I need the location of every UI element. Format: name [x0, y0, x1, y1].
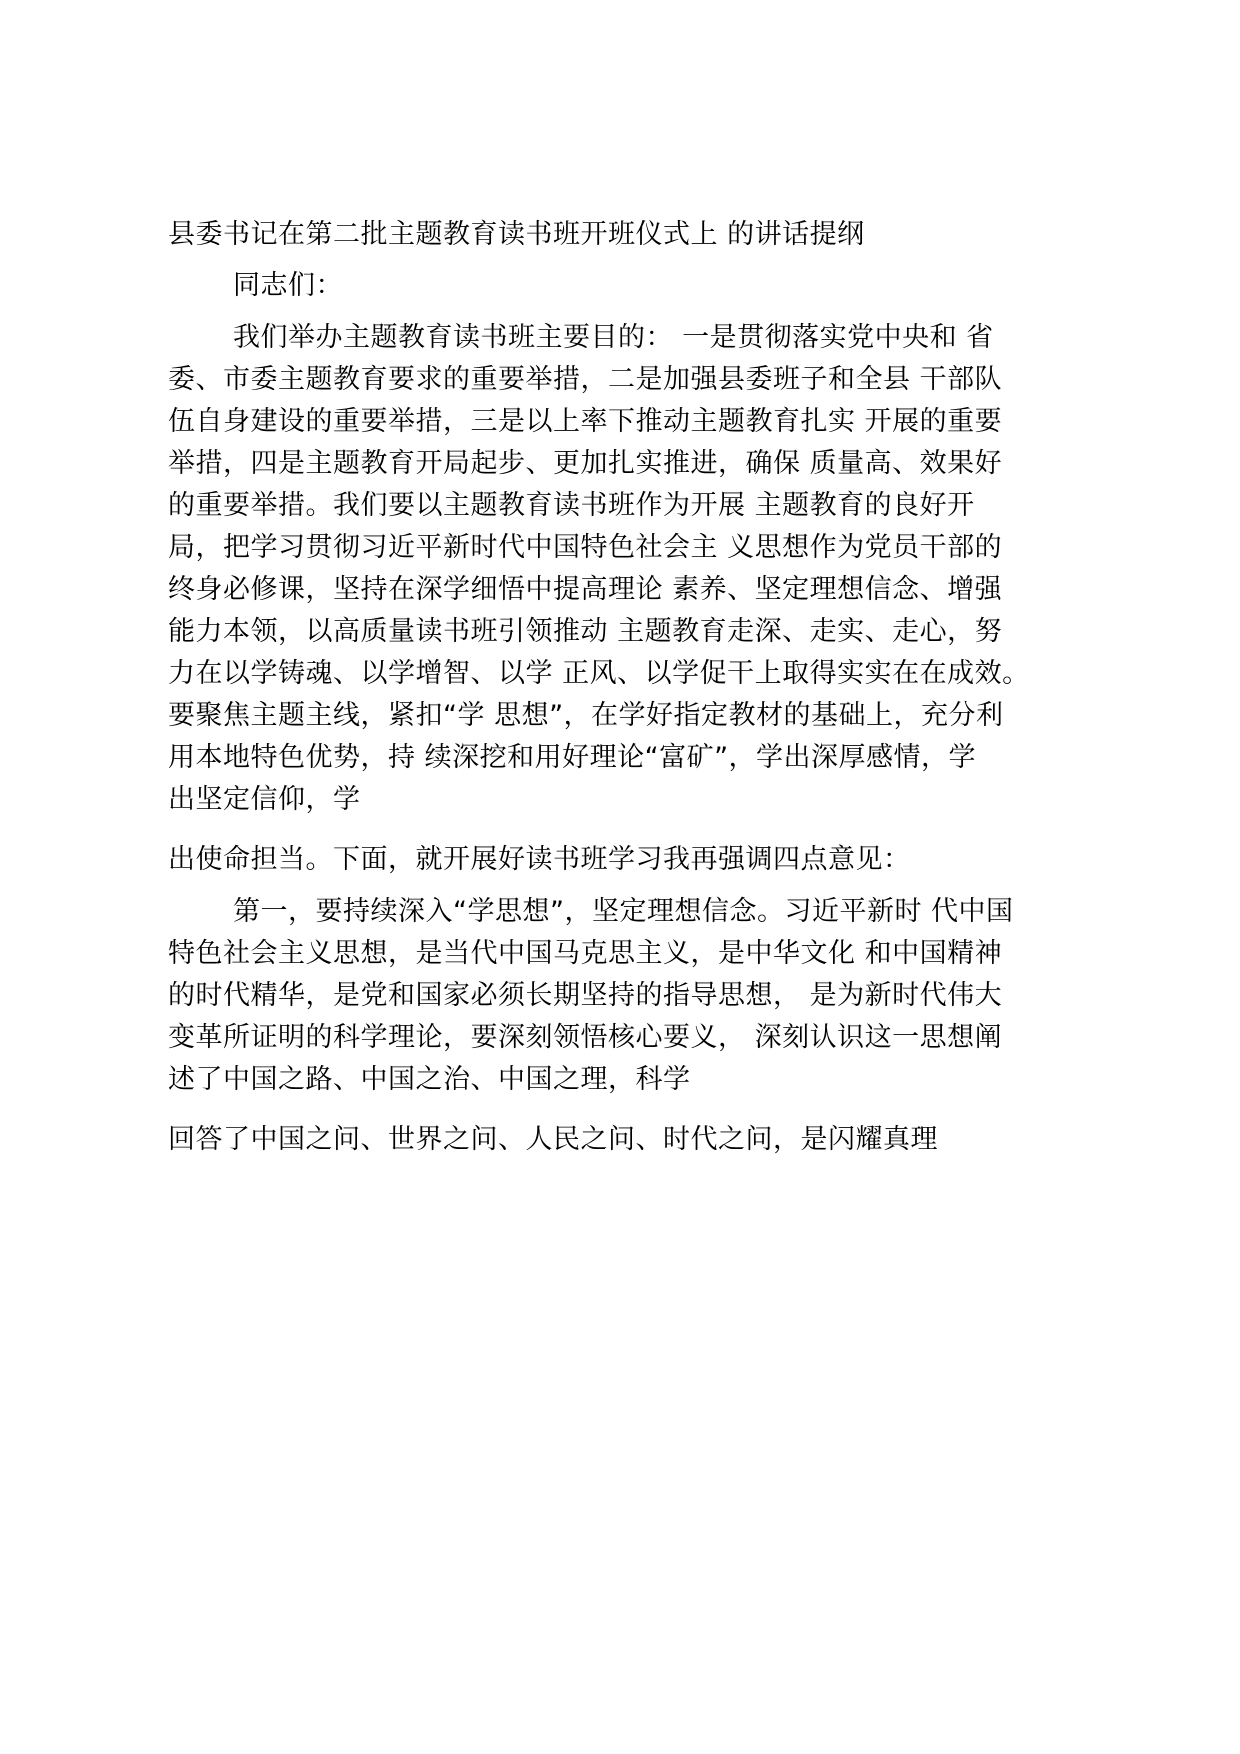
salutation: 同志们：	[233, 270, 343, 301]
paragraph-line: 述了中国之路、中国之治、中国之理，科学	[168, 1064, 691, 1095]
paragraph-line: 能力本领，以高质量读书班引领推动 主题教育走深、走实、走心，努	[168, 616, 1003, 647]
paragraph-line: 的时代精华，是党和国家必须长期坚持的指导思想， 是为新时代伟大	[168, 980, 1003, 1011]
paragraph-line: 特色社会主义思想，是当代中国马克思主义，是中华文化 和中国精神	[168, 938, 1003, 969]
document-title: 县委书记在第二批主题教育读书班开班仪式上 的讲话提纲	[168, 219, 865, 250]
paragraph-line: 要聚焦主题主线，紧扣“学 思想”，在学好指定教材的基础上，充分利	[168, 700, 1004, 731]
paragraph-line: 我们举办主题教育读书班主要目的： 一是贯彻落实党中央和 省	[233, 322, 994, 353]
paragraph-line: 用本地特色优势，持 续深挖和用好理论“富矿”，学出深厚感情，学	[168, 742, 977, 773]
paragraph-line: 委、市委主题教育要求的重要举措，二是加强县委班子和全县 干部队	[168, 364, 1003, 395]
paragraph-line: 第一，要持续深入“学思想”，坚定理想信念。习近平新时 代中国	[233, 896, 1014, 927]
paragraph-line: 举措，四是主题教育开局起步、更加扎实推进，确保 质量高、效果好	[168, 448, 1003, 479]
paragraph-line: 的重要举措。我们要以主题教育读书班作为开展 主题教育的良好开	[168, 490, 975, 521]
paragraph-line: 局，把学习贯彻习近平新时代中国特色社会主 义思想作为党员干部的	[168, 532, 1003, 563]
paragraph-line: 终身必修课，坚持在深学细悟中提高理论 素养、坚定理想信念、增强	[168, 574, 1003, 605]
paragraph-line: 出坚定信仰，学	[168, 784, 361, 815]
paragraph-line: 力在以学铸魂、以学增智、以学 正风、以学促干上取得实实在在成效。	[168, 658, 1030, 689]
paragraph-line: 伍自身建设的重要举措，三是以上率下推动主题教育扎实 开展的重要	[168, 406, 1003, 437]
paragraph-line: 回答了中国之问、世界之问、人民之问、时代之问，是闪耀真理	[168, 1124, 938, 1155]
paragraph-line: 变革所证明的科学理论，要深刻领悟核心要义， 深刻认识这一思想阐	[168, 1022, 1003, 1053]
paragraph-line: 出使命担当。下面，就开展好读书班学习我再强调四点意见：	[168, 844, 911, 875]
